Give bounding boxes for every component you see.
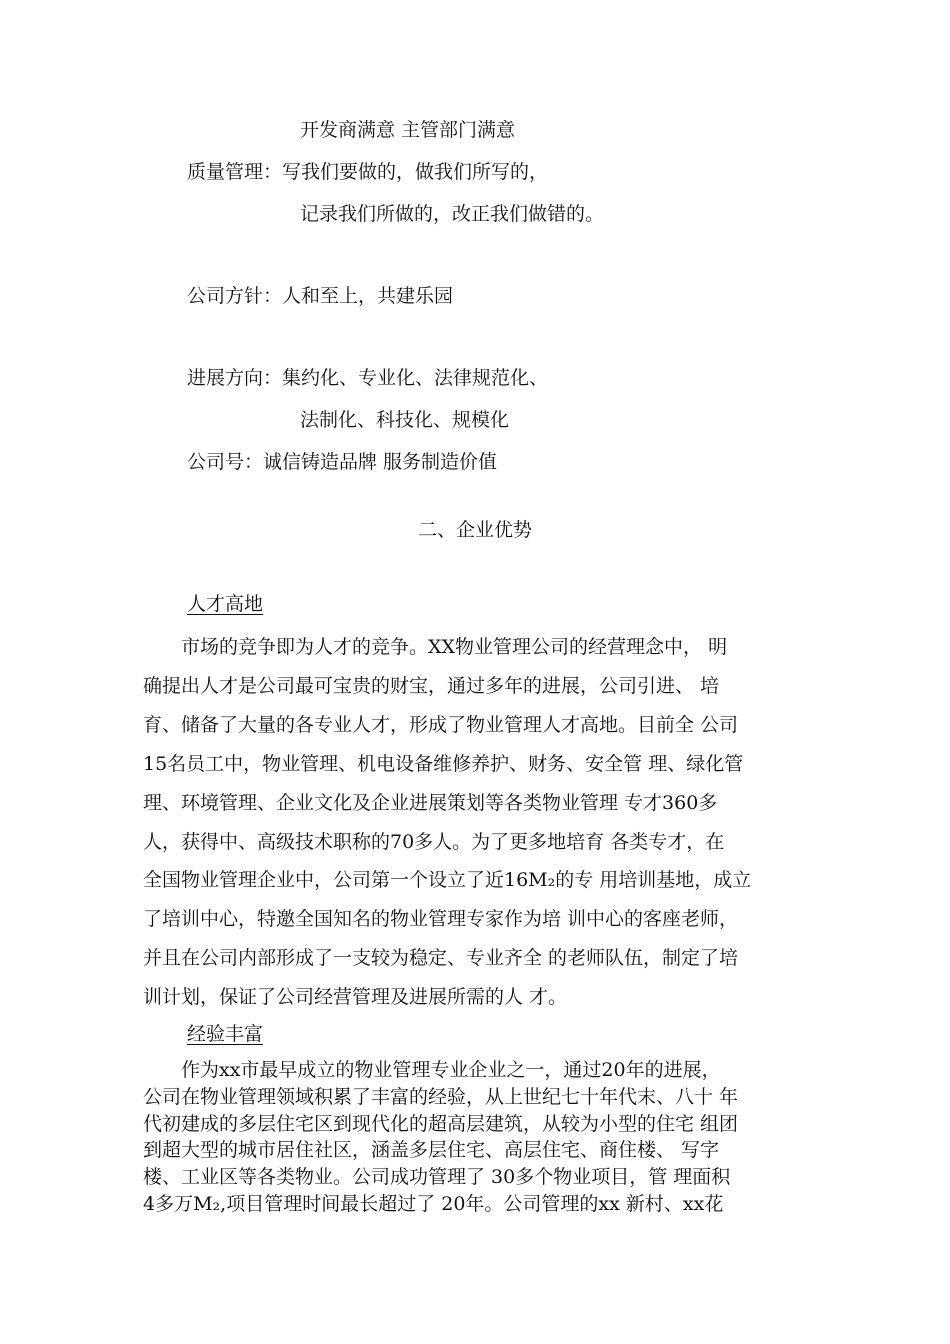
paragraph-line: 15名员工中，物业管理、机电设备维修养护、财务、安全管 理、绿化管 — [143, 752, 744, 775]
paragraph-line: 育、储备了大量的各专业人才，形成了物业管理人才高地。目前全 公司 — [143, 713, 739, 736]
talent-paragraph — [143, 628, 823, 1017]
paragraph-line: 作为xx市最早成立的物业管理专业企业之一，通过20年的进展， — [143, 1059, 721, 1081]
company-policy-line: 公司方针：人和至上，共建乐园 — [187, 285, 454, 307]
development-direction-line-2: 法制化、科技化、规模化 — [300, 409, 510, 431]
paragraph-line: 理、环境管理、企业文化及企业进展策划等各类物业管理 专才360多 — [143, 791, 718, 814]
paragraph-line: 到超大型的城市居住社区，涵盖多层住宅、高层住宅、商住楼、 写字 — [143, 1139, 720, 1162]
experience-heading: 经验丰富 — [187, 1023, 264, 1045]
paragraph-line: 代初建成的多层住宅区到现代化的超高层建筑，从较为小型的住宅 组团 — [143, 1112, 739, 1135]
paragraph-line: 并且在公司内部形成了一支较为稳定、专业齐全 的老师队伍，制定了培 — [143, 947, 739, 970]
company-slogan-line: 公司号：诚信铸造品牌 服务制造价值 — [187, 451, 498, 473]
quality-management-line-2: 记录我们所做的，改正我们做错的。 — [300, 203, 605, 225]
development-direction-line: 进展方向：集约化、专业化、法律规范化、 — [187, 367, 549, 389]
paragraph-line: 4多万M₂,项目管理时间最长超过了 20年。公司管理的xx 新村、xx花 — [143, 1192, 724, 1215]
section-title: 二、企业优势 — [418, 519, 533, 541]
quality-management-line: 质量管理：写我们要做的，做我们所写的， — [187, 161, 549, 183]
talent-heading: 人才高地 — [187, 593, 264, 615]
paragraph-line: 确提出人才是公司最可宝贵的财宝，通过多年的进展，公司引进、 培 — [143, 674, 720, 697]
satisfaction-line: 开发商满意 主管部门满意 — [300, 119, 516, 141]
paragraph-line: 楼、工业区等各类物业。公司成功管理了 30多个物业项目，管 理面积 — [143, 1166, 731, 1189]
paragraph-line: 人，获得中、高级技术职称的70多人。为了更多地培育 各类专才，在 — [143, 830, 725, 853]
paragraph-line: 训计划，保证了公司经营管理及进展所需的人 才。 — [143, 986, 568, 1009]
experience-paragraph — [143, 1057, 823, 1218]
paragraph-line: 了培训中心，特邀全国知名的物业管理专家作为培 训中心的客座老师， — [143, 908, 739, 931]
paragraph-line: 公司在物业管理领域积累了丰富的经验，从上世纪七十年代末、八十 年 — [143, 1085, 739, 1108]
paragraph-line: 市场的竞争即为人才的竞争。XX物业管理公司的经营理念中， 明 — [143, 636, 728, 658]
paragraph-line: 全国物业管理企业中，公司第一个设立了近16M₂的专 用培训基地，成立 — [143, 869, 752, 892]
